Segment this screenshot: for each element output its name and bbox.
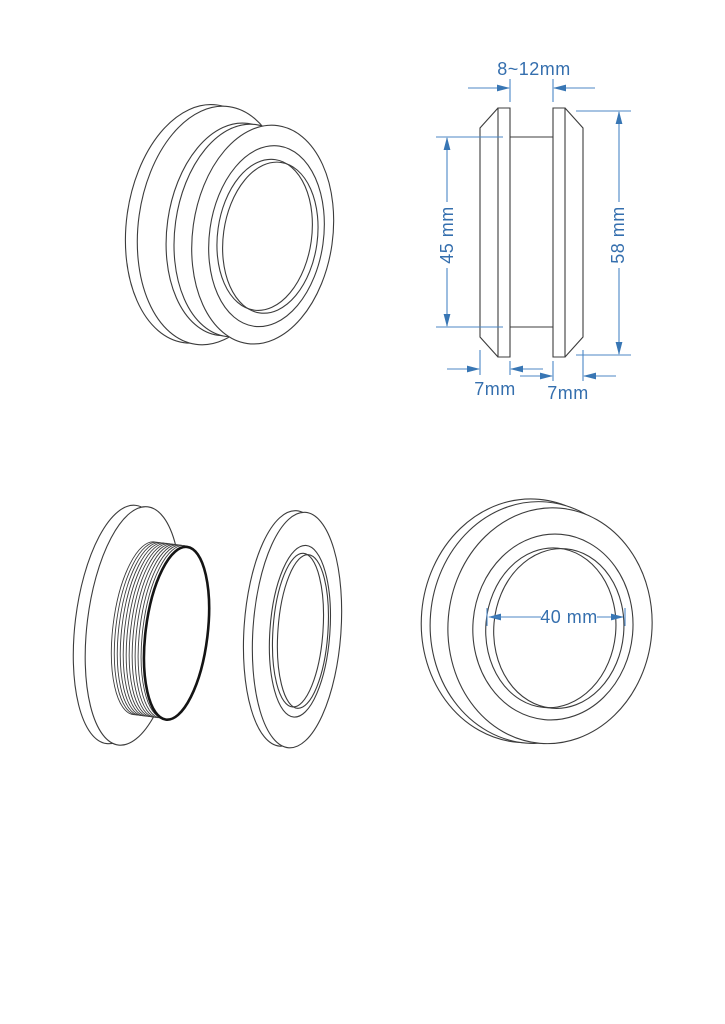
inner-face-height-label: 45 mm <box>437 206 457 264</box>
arrowhead-left <box>553 85 566 92</box>
front-view <box>411 490 662 753</box>
arrowhead-right <box>497 85 510 92</box>
outer-height-label: 58 mm <box>608 206 628 264</box>
exploded-view <box>61 500 349 754</box>
arrowhead-down <box>616 342 623 355</box>
arrowhead-up <box>616 111 623 124</box>
dim-inner-face-height <box>436 137 503 327</box>
arrowhead-left <box>510 366 523 373</box>
dim-back-flange-depth <box>520 350 616 403</box>
dim-glass-thickness <box>468 59 595 102</box>
dim-front-flange-depth <box>447 350 543 399</box>
arrowhead-left <box>583 373 596 380</box>
right-flange-bar <box>553 108 565 357</box>
iso-knob-view <box>111 95 349 361</box>
exploded-threaded-body <box>61 500 222 754</box>
arrowhead-up <box>444 137 451 150</box>
dim-outer-height <box>576 111 631 355</box>
arrowhead-down <box>444 314 451 327</box>
left-flange-bar <box>498 108 510 357</box>
exploded-ring-nut <box>236 508 349 751</box>
front-flange-depth-label: 7mm <box>474 379 516 399</box>
section-part-outline <box>480 108 583 357</box>
arrowhead-right <box>540 373 553 380</box>
right-flange-chamfer <box>565 108 583 357</box>
back-flange-depth-label: 7mm <box>547 383 589 403</box>
glass-thickness-label: 8~12mm <box>497 59 571 79</box>
section-view <box>436 59 631 403</box>
left-flange-chamfer <box>480 108 498 357</box>
inner-diameter-label: 40 mm <box>540 607 598 627</box>
arrowhead-right <box>467 366 480 373</box>
